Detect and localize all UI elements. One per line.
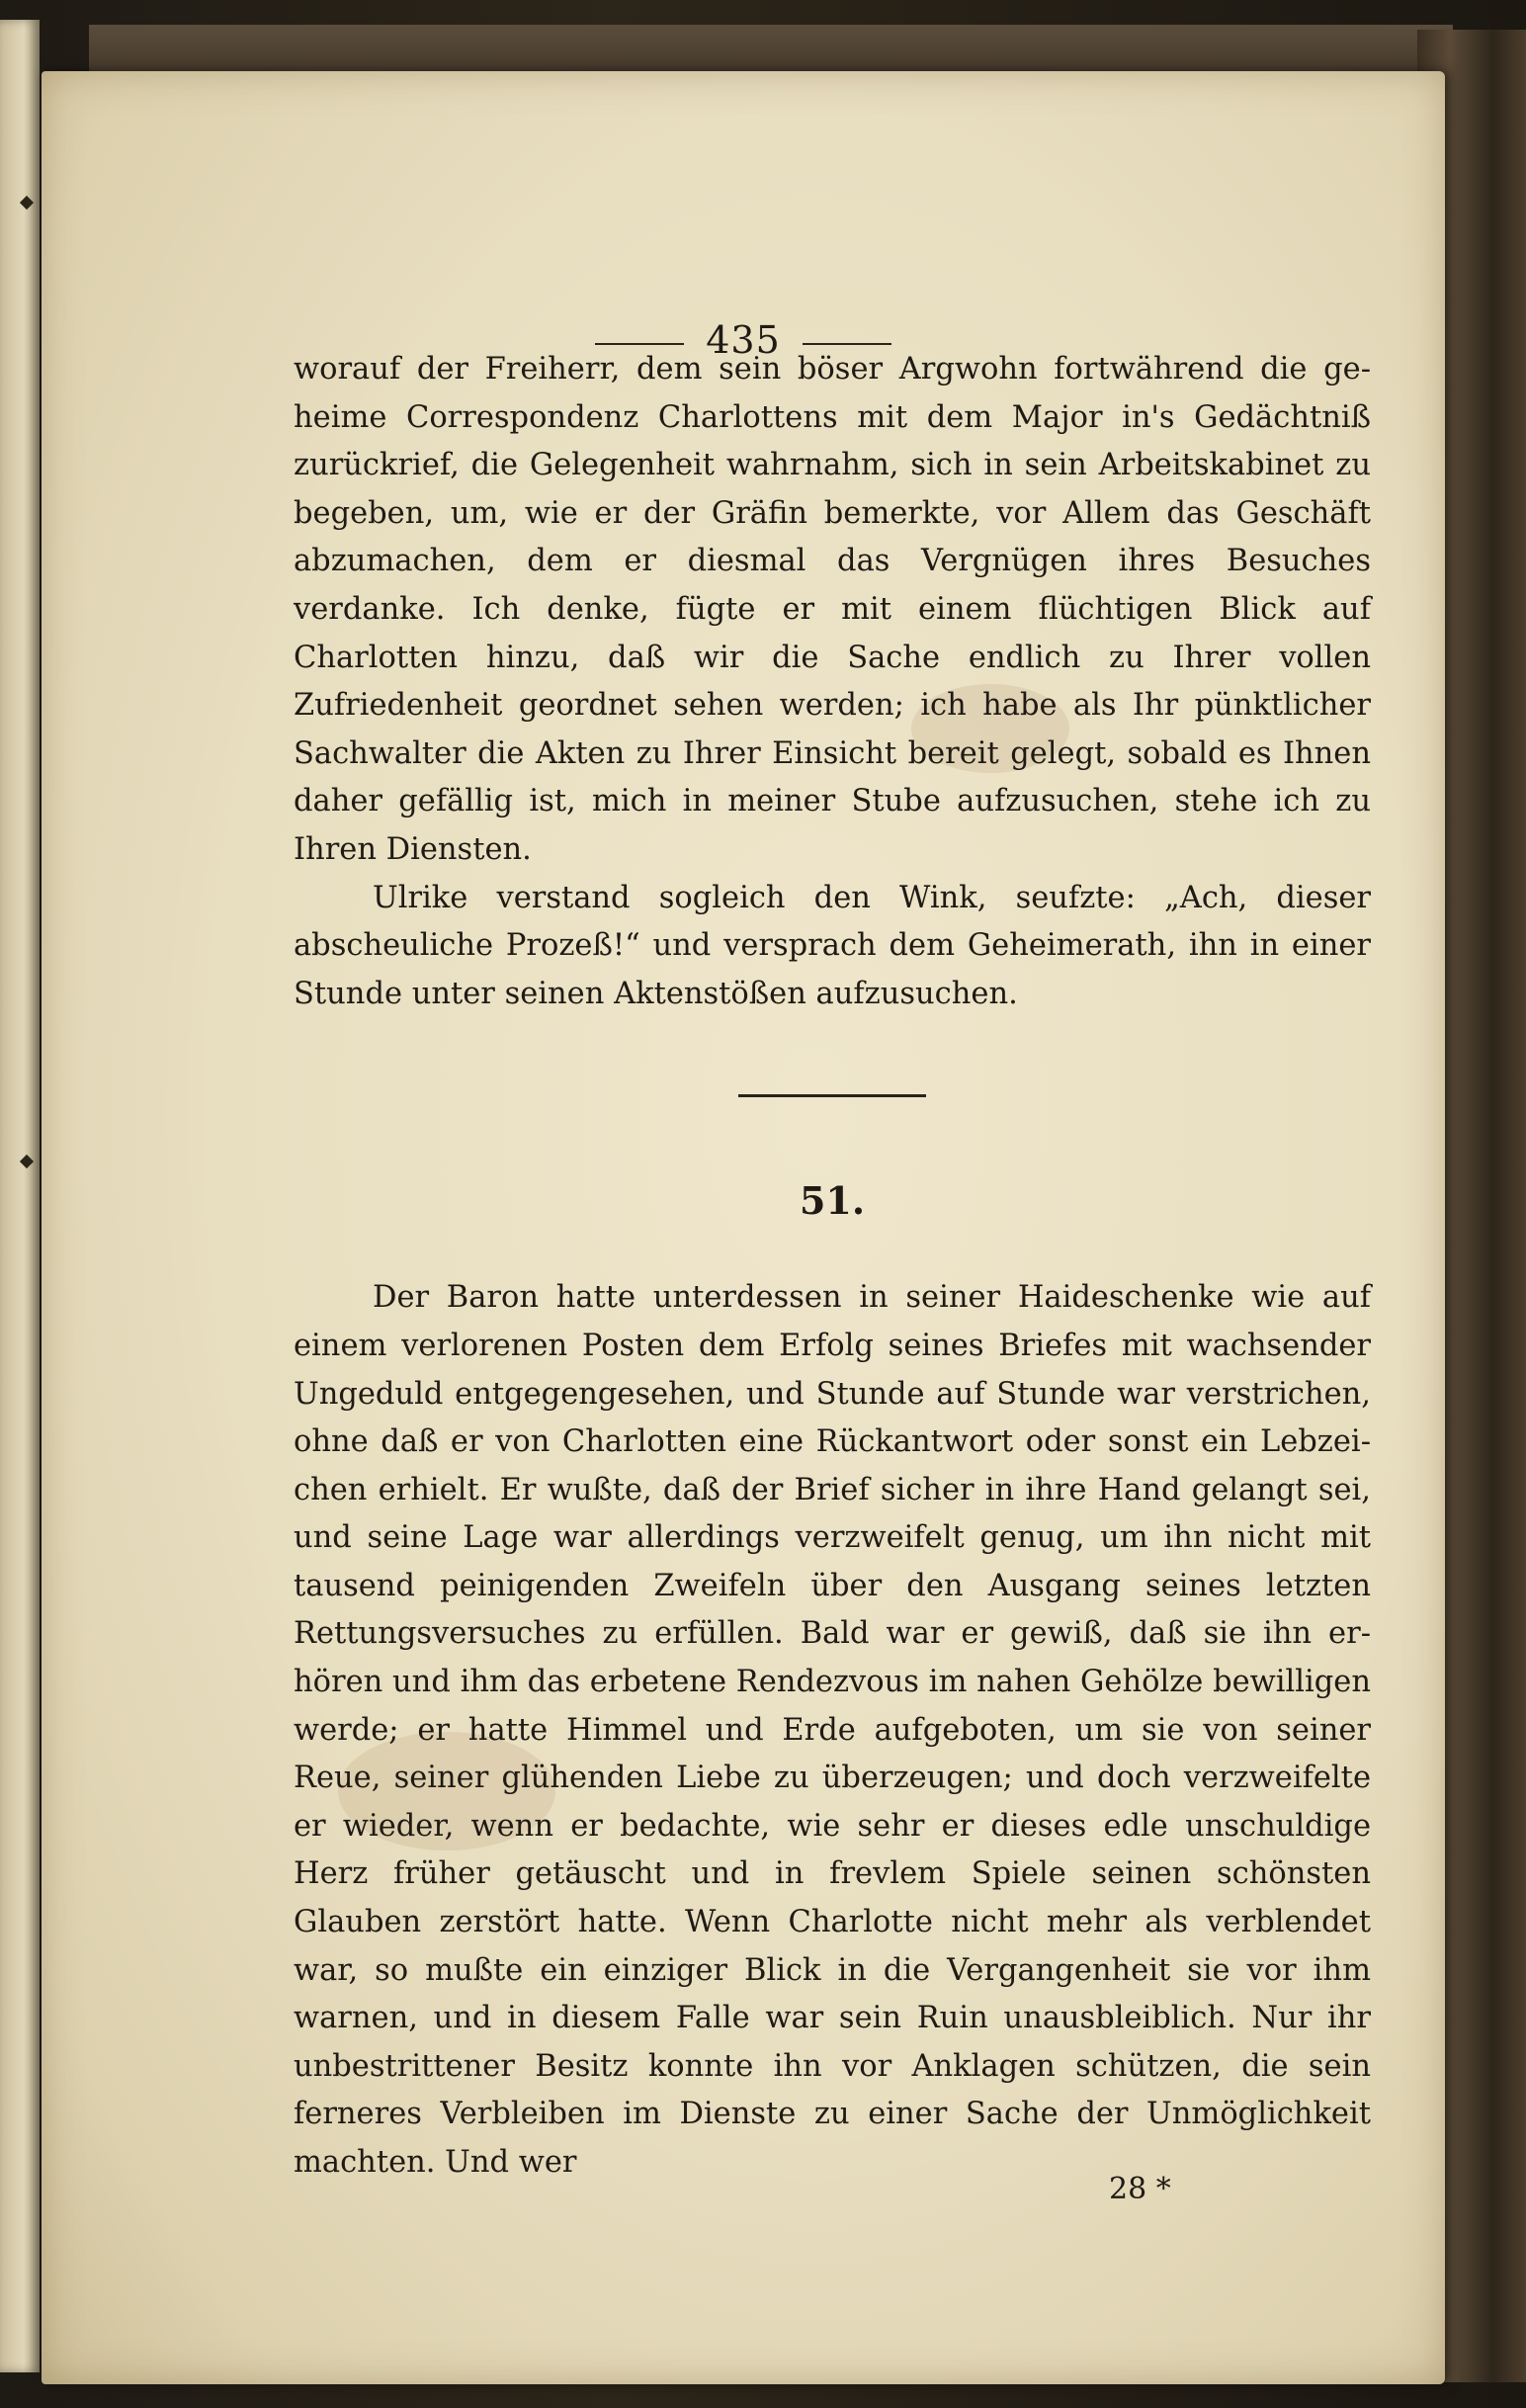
margin-mark xyxy=(20,196,34,210)
previous-page-edge xyxy=(0,20,40,2372)
body-text xyxy=(294,346,1371,2188)
margin-mark xyxy=(20,1155,34,1168)
paragraph: Der Baron hatte unterdessen in seiner Haideschenke wie auf einem verlorenen Posten dem Erfolg seines Briefes mit wachsender Ungeduld entgegengesehen, und Stunde auf Stunde war verstrichen, ohne daß er von Charlotten eine Rückantwort oder sonst ein Lebzeichen erhielt. Er wußte, daß der Brief sicher in ihre Hand gelangt sei, und seine Lage war allerdings verzweifelt genug, um ihn nicht mit tausend peinigenden Zweifeln über den Ausgang seines letzten Rettungsversuches zu erfüllen. Bald war er gewiß, daß sie ihn erhören und ihm das erbetene Rendezvous im nahen Gehölze bewilligen werde; er hatte Himmel und Erde aufgeboten, um sie von seiner Reue, seiner glühenden Liebe zu überzeugen; und doch verzweifelte er wieder, wenn er bedachte, wie sehr er dieses edle unschuldige Herz früher getäuscht und in frevlem Spiele seinen schönsten Glauben zerstört hatte. Wenn Charlotte nicht mehr als verblendet war, so mußte ein einziger Blick in die Vergangenheit sie vor ihm warnen, und in diesem Falle war sein Ruin unausbleiblich. Nur ihr unbestrittener Besitz konnte ihn vor Anklagen schützen, die sein ferneres Verbleiben im Dienste zu einer Sache der Unmöglichkeit machten. Und wer xyxy=(294,1280,1371,2180)
page-number: 435 xyxy=(706,318,781,362)
header-dash-right xyxy=(803,343,891,345)
chapter-heading: 51. xyxy=(799,1178,866,1224)
signature-mark: 28 * xyxy=(1109,2172,1171,2206)
section-divider xyxy=(738,1094,926,1097)
paragraph: Ulrike verstand sogleich den Wink, seufzte: „Ach, dieser abscheuliche Prozeß!“ und versprach dem Geheimerath, ihn in einer Stunde unter seinen Aktenstößen aufzusuchen. xyxy=(294,880,1371,1011)
paragraph: worauf der Freiherr, dem sein böser Argwohn fortwährend die geheime Correspondenz Charlottens mit dem Major in's Gedächtniß zurückrief, die Gelegenheit wahrnahm, sich in sein Arbeitskabinet zu begeben, um, wie er der Gräfin bemerkte, vor Allem das Geschäft abzumachen, dem er diesmal das Vergnügen ihres Besuches verdanke. Ich denke, fügte er mit einem flüchtigen Blick auf Charlotten hinzu, daß wir die Sache endlich zu Ihrer vollen Zufriedenheit geordnet sehen werden; ich habe als Ihr pünktlicher Sachwalter die Akten zu Ihrer Einsicht bereit gelegt, sobald es Ihnen daher gefällig ist, mich in meiner Stube aufzusuchen, stehe ich zu Ihren Diensten. xyxy=(294,352,1371,867)
header-dash-left xyxy=(595,343,684,345)
book-page xyxy=(42,71,1445,2384)
